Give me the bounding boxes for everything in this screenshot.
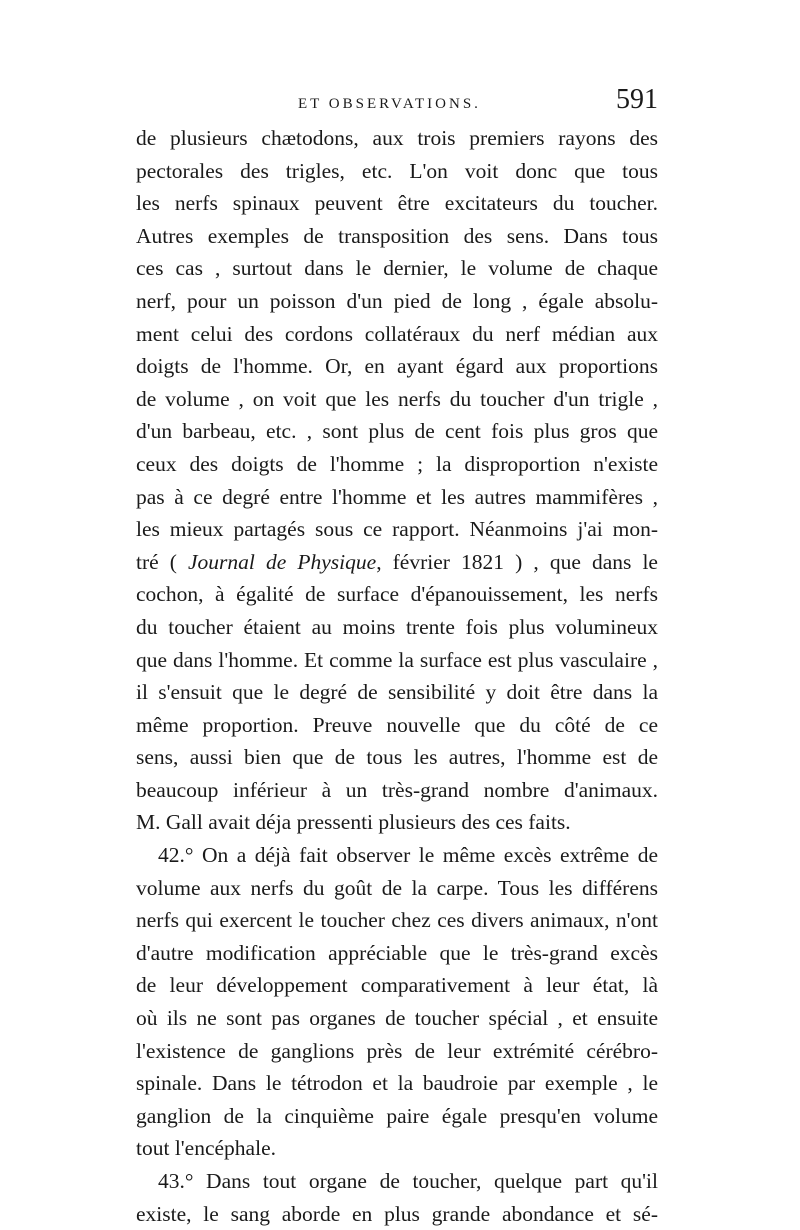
running-head: ET OBSERVATIONS.	[298, 96, 481, 112]
text-line-with-citation	[136, 546, 658, 579]
paragraph-42-start: 42.° On a déjà fait observer le même excès extrême de	[158, 843, 658, 868]
text-line: d'autre modification appréciable que le très-grand excès	[136, 940, 658, 965]
text-line: spinale. Dans le tétrodon et la baudroie par exemple , le	[136, 1071, 658, 1096]
text-line: ces cas , surtout dans le dernier, le volume de chaque	[136, 256, 658, 281]
body-text	[136, 122, 658, 1230]
text-line: sens, aussi bien que de tous les autres, l'homme est de	[136, 745, 658, 770]
text-line: nerfs qui exercent le toucher chez ces divers animaux, n'ont	[136, 908, 658, 933]
text-line: de plusieurs chætodons, aux trois premiers rayons des	[136, 126, 658, 150]
text-line: ment celui des cordons collatéraux du nerf médian aux	[136, 321, 658, 346]
text-line: de volume , on voit que les nerfs du toucher d'un trigle ,	[136, 386, 658, 411]
text-line: ceux des doigts de l'homme ; la disproportion n'existe	[136, 451, 658, 476]
text-line: doigts de l'homme. Or, en ayant égard aux proportions	[136, 354, 658, 379]
text-line: il s'ensuit que le degré de sensibilité y doit être dans la	[136, 680, 658, 705]
text-line: cochon, à égalité de surface d'épanouissement, les nerfs	[136, 582, 658, 607]
journal-title: Journal de Physique	[188, 549, 377, 574]
page-header	[0, 82, 800, 122]
text-line: d'un barbeau, etc. , sont plus de cent fois plus gros que	[136, 419, 658, 444]
text-line: Autres exemples de transposition des sens. Dans tous	[136, 223, 658, 248]
text-line: les mieux partagés sous ce rapport. Néanmoins j'ai mon-	[136, 517, 658, 542]
text-line: pectorales des trigles, etc. L'on voit donc que tous	[136, 158, 658, 183]
text-line: nerf, pour un poisson d'un pied de long , égale absolu-	[136, 288, 658, 313]
text-line: beaucoup inférieur à un très-grand nombre d'animaux.	[136, 777, 658, 802]
text-line: M. Gall avait déja pressenti plusieurs des ces faits.	[136, 810, 571, 835]
text-line: existe, le sang aborde en plus grande abondance et sé-	[136, 1201, 658, 1226]
text-line: pas à ce degré entre l'homme et les autres mammifères ,	[136, 484, 658, 509]
paragraph-43-start: 43.° Dans tout organe de toucher, quelque part qu'il	[158, 1169, 658, 1193]
text-line: l'existence de ganglions près de leur extrémité cérébro-	[136, 1038, 658, 1063]
text-line: du toucher étaient au moins trente fois plus volumineux	[136, 614, 658, 639]
citation-prefix: tré (	[136, 549, 189, 574]
page-number: 591	[616, 84, 658, 115]
text-line: de leur développement comparativement à leur état, là	[136, 973, 658, 998]
text-line: ganglion de la cinquième paire égale presqu'en volume	[136, 1103, 658, 1128]
text-line: les nerfs spinaux peuvent être excitateurs du toucher.	[136, 191, 658, 216]
text-line: que dans l'homme. Et comme la surface est plus vasculaire ,	[136, 647, 658, 672]
text-line: volume aux nerfs du goût de la carpe. Tous les différens	[136, 875, 658, 900]
text-line: tout l'encéphale.	[136, 1136, 276, 1161]
text-line: même proportion. Preuve nouvelle que du côté de ce	[136, 712, 658, 737]
text-line: où ils ne sont pas organes de toucher spécial , et ensuite	[136, 1006, 658, 1031]
citation-suffix: , février 1821 ) , que dans le	[376, 549, 658, 574]
